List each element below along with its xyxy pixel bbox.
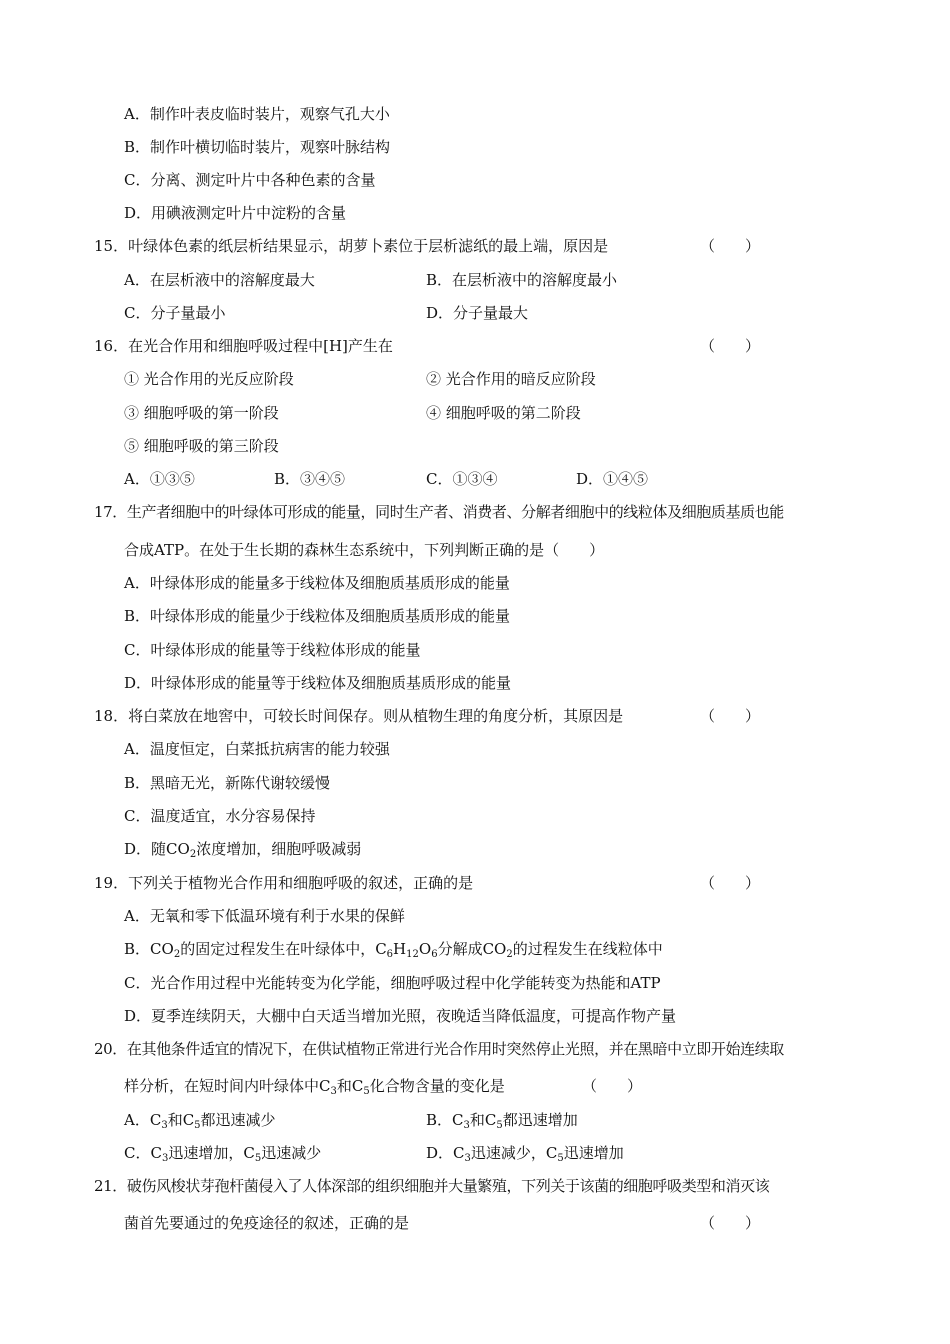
q16-item-5: ⑤ 细胞呼吸的第三阶段	[124, 437, 279, 455]
q16-item-2: ② 光合作用的暗反应阶段	[426, 370, 596, 388]
q17-stem-line1: 17．生产者细胞中的叶绿体可形成的能量，同时生产者、消费者、分解者细胞中的线粒体及细胞质基质也能	[94, 503, 784, 521]
q15-answer-blank: （ ）	[700, 237, 761, 255]
q19-option-a: A．无氧和零下低温环境有利于水果的保鲜	[124, 907, 405, 925]
q18-option-b: B．黑暗无光，新陈代谢较缓慢	[124, 774, 331, 792]
q20-stem-line1: 20．在其他条件适宜的情况下，在供试植物正常进行光合作用时突然停止光照，并在黑暗中立即开始连续取	[94, 1040, 784, 1058]
q17-option-a: A．叶绿体形成的能量多于线粒体及细胞质基质形成的能量	[124, 574, 510, 592]
q20-option-a: A．$C_3$和$C_5$都迅速减少	[124, 1111, 276, 1131]
q14-option-b: B．制作叶横切临时装片，观察叶脉结构	[124, 138, 391, 156]
q21-stem-line1: 21．破伤风梭状芽孢杆菌侵入了人体深部的组织细胞并大量繁殖，下列关于该菌的细胞呼吸类型和消灭该	[94, 1177, 770, 1195]
q19-option-d: D．夏季连续阴天，大棚中白天适当增加光照，夜晚适当降低温度，可提高作物产量	[124, 1007, 677, 1025]
q16-answer-blank: （ ）	[700, 337, 761, 355]
q20-answer-blank: （ ）	[582, 1077, 643, 1095]
q15-option-c: C．分子量最小	[124, 304, 226, 322]
q15-option-d: D．分子量最大	[426, 304, 529, 322]
q19-answer-blank: （ ）	[700, 874, 761, 892]
q19-stem: 19．下列关于植物光合作用和细胞呼吸的叙述，正确的是	[94, 874, 474, 892]
q18-option-d: D．随$CO_2$浓度增加，细胞呼吸减弱	[124, 840, 362, 860]
q16-item-3: ③ 细胞呼吸的第一阶段	[124, 404, 279, 422]
q17-option-c: C．叶绿体形成的能量等于线粒体形成的能量	[124, 641, 421, 659]
q16-option-a: A．①③⑤	[124, 470, 195, 488]
q17-option-b: B．叶绿体形成的能量少于线粒体及细胞质基质形成的能量	[124, 607, 511, 625]
q16-item-1: ① 光合作用的光反应阶段	[124, 370, 294, 388]
q15-stem: 15．叶绿体色素的纸层析结果显示，胡萝卜素位于层析滤纸的最上端，原因是	[94, 237, 609, 255]
q16-option-d: D．①④⑤	[576, 470, 649, 488]
q15-option-a: A．在层析液中的溶解度最大	[124, 271, 315, 289]
q20-option-d: D．$C_3$迅速减少，$C_5$迅速增加	[426, 1144, 624, 1164]
q21-stem-line2: 菌首先要通过的免疫途径的叙述，正确的是	[124, 1214, 410, 1232]
q18-answer-blank: （ ）	[700, 707, 761, 725]
q18-option-a: A．温度恒定，白菜抵抗病害的能力较强	[124, 740, 390, 758]
q14-option-d: D．用碘液测定叶片中淀粉的含量	[124, 204, 347, 222]
q20-option-c: C．$C_3$迅速增加，$C_5$迅速减少	[124, 1144, 322, 1164]
q16-stem: 16．在光合作用和细胞呼吸过程中[H]产生在	[94, 337, 393, 355]
q17-option-d: D．叶绿体形成的能量等于线粒体及细胞质基质形成的能量	[124, 674, 512, 692]
q14-option-c: C．分离、测定叶片中各种色素的含量	[124, 171, 376, 189]
q16-option-b: B．③④⑤	[274, 470, 346, 488]
q16-item-4: ④ 细胞呼吸的第二阶段	[426, 404, 581, 422]
q14-option-a: A．制作叶表皮临时装片，观察气孔大小	[124, 105, 390, 123]
q15-option-b: B．在层析液中的溶解度最小	[426, 271, 618, 289]
q17-stem-line2: 合成ATP。在处于生长期的森林生态系统中，下列判断正确的是（ ）	[124, 541, 605, 559]
q20-stem-line2: 样分析，在短时间内叶绿体中$C_3$和$C_5$化合物含量的变化是	[124, 1077, 505, 1097]
q16-option-c: C．①③④	[426, 470, 498, 488]
q19-option-c: C．光合作用过程中光能转变为化学能，细胞呼吸过程中化学能转变为热能和ATP	[124, 974, 661, 992]
q20-option-b: B．$C_3$和$C_5$都迅速增加	[426, 1111, 578, 1131]
q19-option-b: B．$CO_2$的固定过程发生在叶绿体中，$C_6H_{12}O_6$分解成$CO_2$的过程发生在线粒体中	[124, 940, 663, 960]
q18-option-c: C．温度适宜，水分容易保持	[124, 807, 316, 825]
q18-stem: 18．将白菜放在地窖中，可较长时间保存。则从植物生理的角度分析，其原因是	[94, 707, 624, 725]
q21-answer-blank: （ ）	[700, 1214, 761, 1232]
